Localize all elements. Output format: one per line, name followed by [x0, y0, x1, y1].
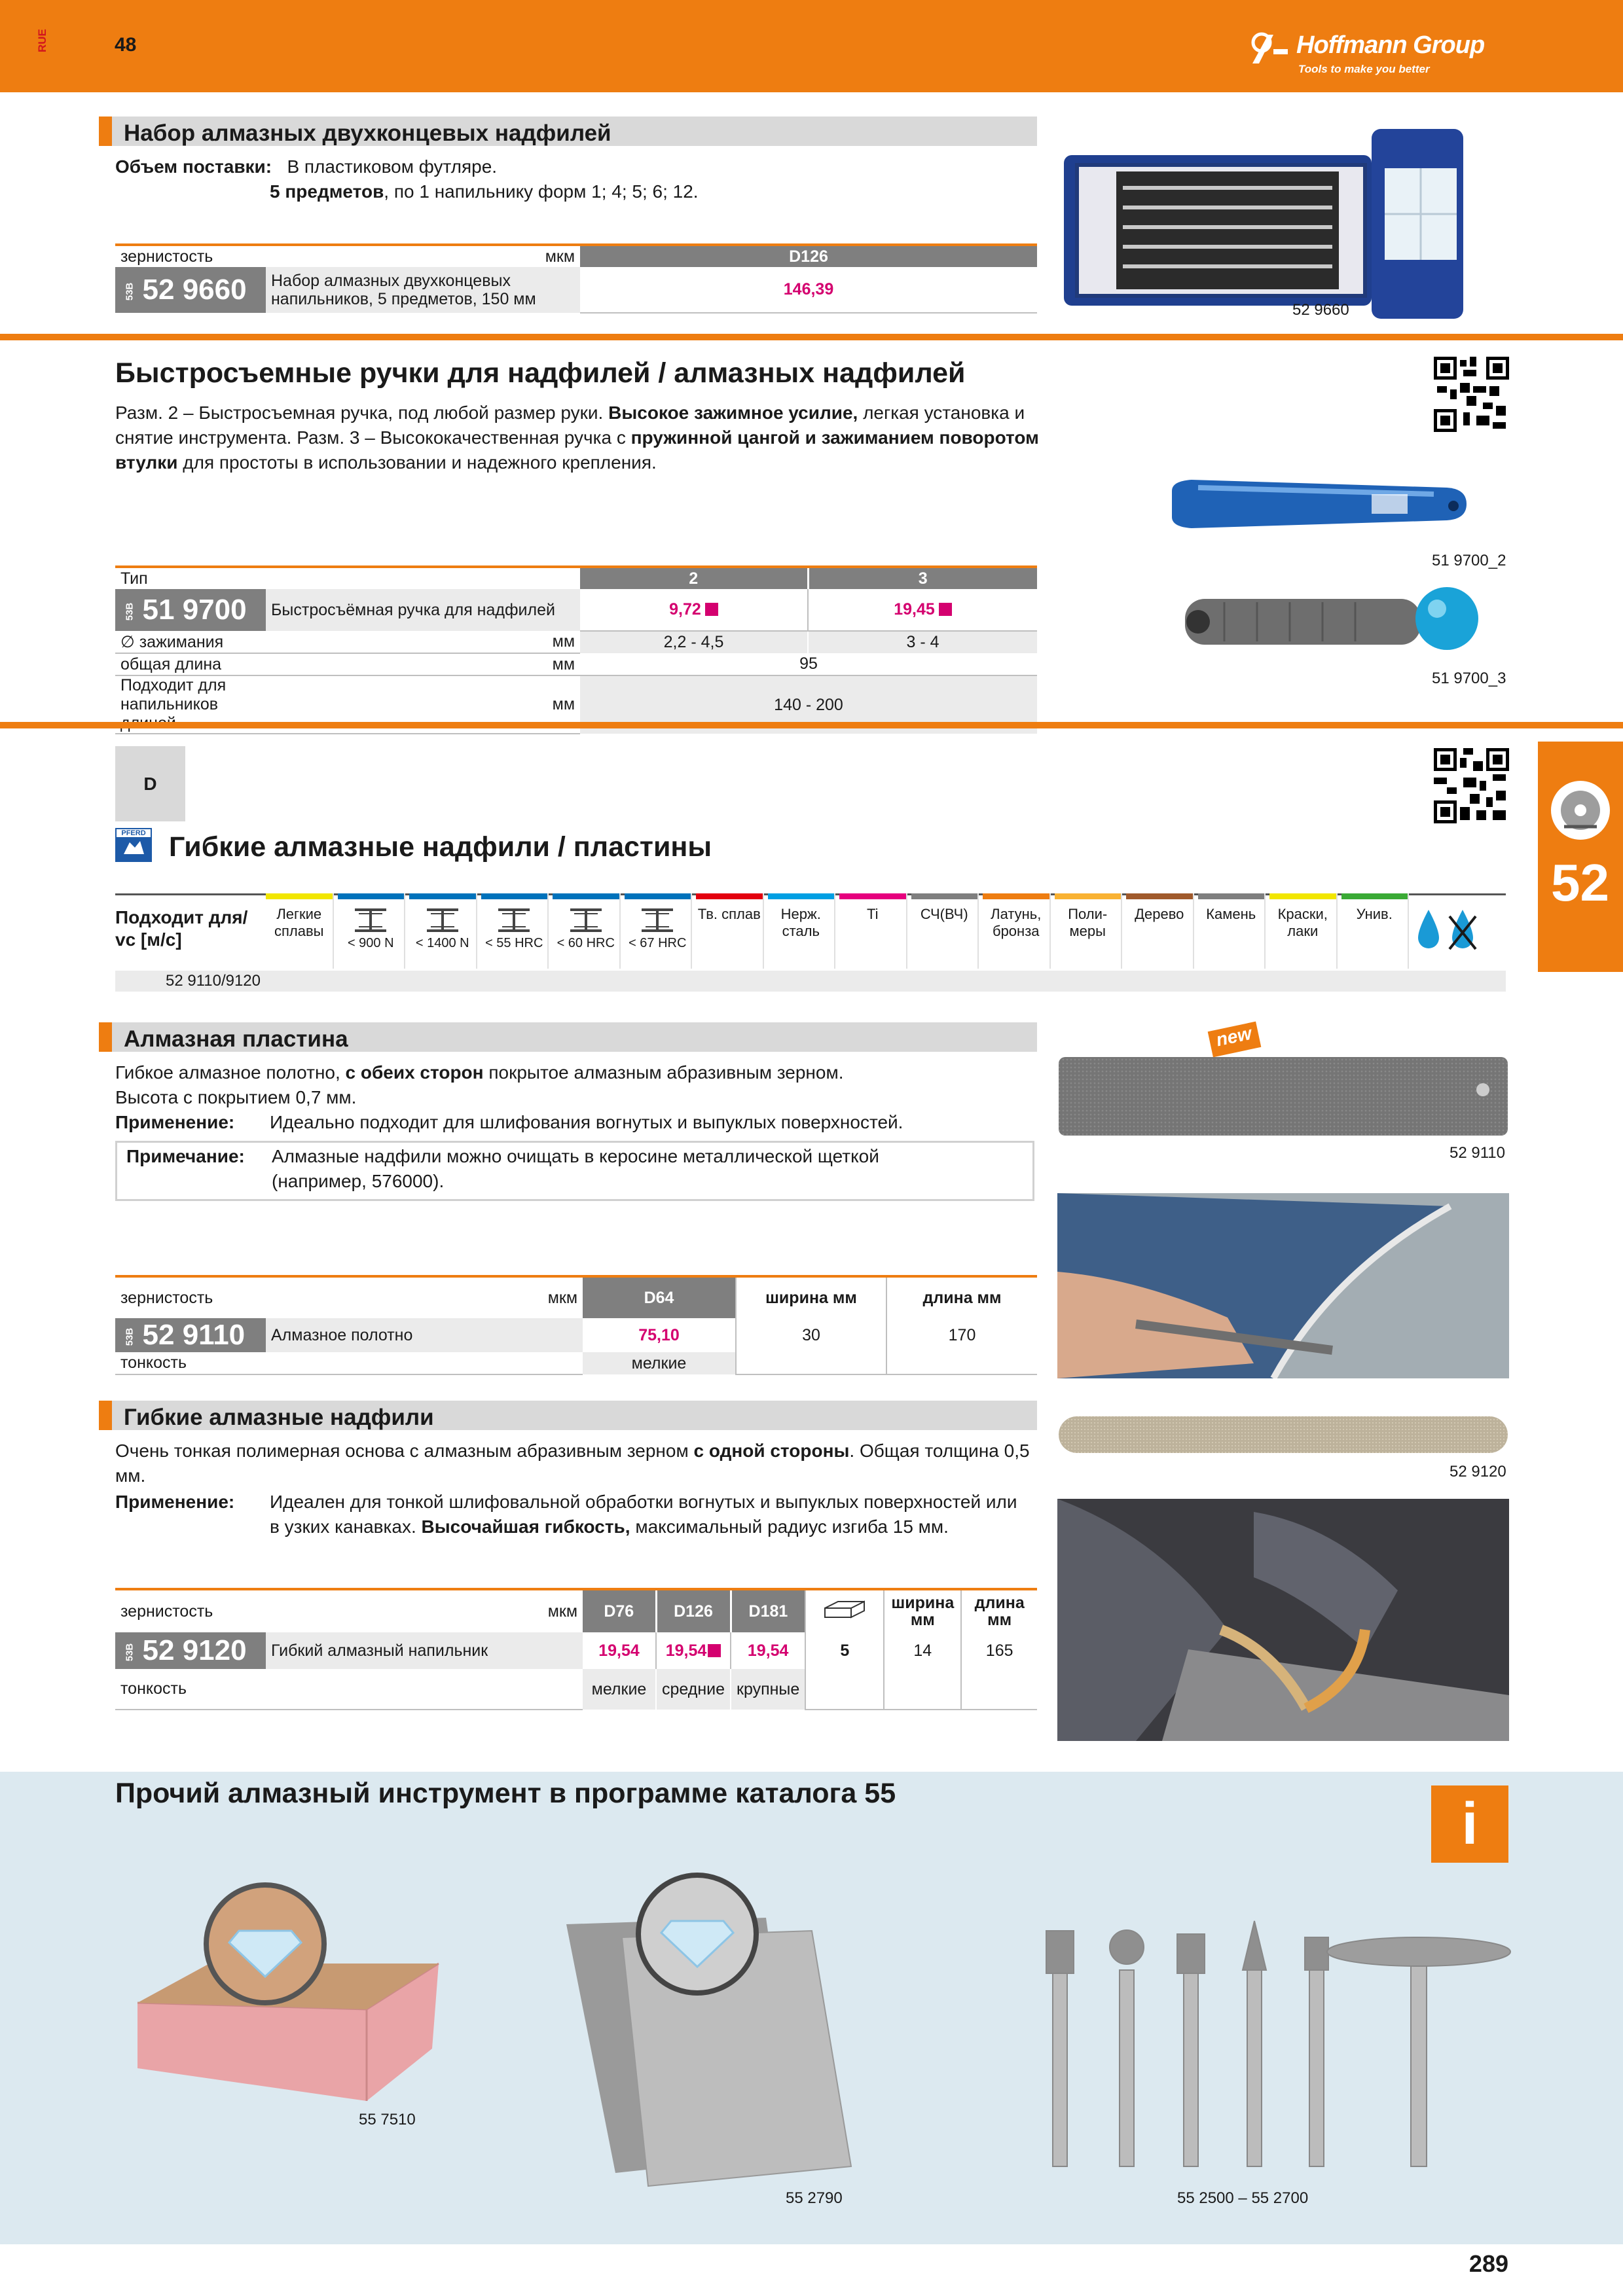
- fineness-label: тонкость: [115, 1669, 266, 1710]
- grit-value: D64: [583, 1276, 736, 1318]
- material-limit: < 67 HRC: [629, 936, 687, 950]
- article-number[interactable]: 53B 52 9660: [115, 267, 266, 313]
- suitability-label: Подходит для/ vc [м/с]: [115, 907, 248, 950]
- diamond-burs-image: [1034, 1911, 1519, 2173]
- section-divider: [0, 722, 1623, 728]
- spec-label: общая длина: [115, 653, 266, 675]
- product-table-529120: [115, 1588, 1037, 1710]
- section-title: Быстросъемные ручки для надфилей / алмазных надфилей: [115, 357, 966, 389]
- material-column: [911, 893, 979, 969]
- length-value: 165: [961, 1632, 1037, 1669]
- article-number[interactable]: 53B 52 9120: [115, 1632, 266, 1669]
- material-name: СЧ(ВЧ): [920, 906, 968, 922]
- grit-unit: мкм: [547, 1288, 577, 1307]
- spec-unit: мм: [266, 653, 580, 675]
- page-number-footer: 289: [1468, 2250, 1508, 2277]
- material-color-bar: [839, 893, 906, 899]
- material-column: [481, 893, 549, 969]
- material-limit: < 900 N: [347, 936, 394, 950]
- product-table-529110: [115, 1275, 1037, 1375]
- material-name: Ti: [866, 906, 879, 922]
- material-column: [625, 893, 693, 969]
- price: 75,10: [638, 1325, 680, 1344]
- material-suitability-table: [115, 893, 1506, 992]
- material-column: [839, 893, 907, 969]
- material-name: Нерж. сталь: [780, 906, 821, 939]
- material-color-bar: [266, 893, 333, 899]
- length-header: длина мм: [961, 1589, 1037, 1632]
- width-header: ширина мм: [736, 1276, 886, 1318]
- grit-value: D76: [583, 1589, 656, 1632]
- steel-beam-icon: [566, 906, 606, 935]
- spec-label: ∅ зажимания: [115, 631, 266, 653]
- image-caption: 52 9110: [1450, 1144, 1505, 1162]
- material-name: Унив.: [1356, 906, 1393, 922]
- material-column: [553, 893, 621, 969]
- material-column: [1055, 893, 1123, 969]
- package-icon: [805, 1589, 884, 1632]
- material-color-bar: [625, 893, 691, 899]
- grit-value: D181: [731, 1589, 805, 1632]
- fineness-label: тонкость: [115, 1352, 266, 1374]
- material-name: Камень: [1206, 906, 1256, 922]
- section-description: Разм. 2 – Быстросъемная ручка, под любой размер руки. Высокое зажимное усилие, легкая установка и снятие инструмента. Разм. 3 – Высококачественная ручка с пружинной цангой и зажиманием поворотом втулки для простоты в использовании и надежного крепления.: [115, 403, 1039, 473]
- material-color-bar: [696, 893, 763, 899]
- width-value: 14: [884, 1632, 961, 1669]
- page-number: 48: [115, 34, 137, 56]
- price: 19,54: [656, 1632, 731, 1669]
- material-name: Краски, лаки: [1277, 906, 1328, 939]
- application-photo-plate: [1057, 1193, 1509, 1378]
- material-color-bar: [1341, 893, 1408, 899]
- width-value: 30: [736, 1318, 886, 1352]
- qr-code-icon[interactable]: [1434, 748, 1509, 823]
- price-type-2: 9,72: [580, 589, 808, 631]
- chapter-tab[interactable]: [1538, 742, 1623, 972]
- material-column: [338, 893, 406, 969]
- material-limit: < 1400 N: [415, 936, 469, 950]
- type-2: 2: [580, 567, 808, 589]
- grit-unit: мкм: [266, 245, 580, 267]
- grit-value: D126: [580, 245, 1037, 267]
- region-code: RUE: [36, 29, 48, 52]
- steel-beam-icon: [423, 906, 462, 935]
- steel-beam-icon: [351, 906, 390, 935]
- handle-image-2: [1159, 468, 1480, 540]
- spec-value: 95: [580, 653, 1037, 675]
- handle-image-3: [1172, 583, 1499, 661]
- material-color-bar: [983, 893, 1049, 899]
- steel-beam-icon: [638, 906, 677, 935]
- fineness-value: крупные: [731, 1669, 805, 1710]
- page-header: [0, 0, 1623, 92]
- material-name: Латунь, бронза: [991, 906, 1042, 939]
- diamond-plate-image: [1057, 1054, 1509, 1139]
- spec-label: Подходит для напильников: [115, 675, 266, 734]
- section-title: Гибкие алмазные надфили / пластины: [169, 831, 712, 863]
- image-caption: 55 2790: [786, 2189, 843, 2207]
- brand-tagline: Tools to make you better: [1298, 63, 1430, 75]
- section-description: Очень тонкая полимерная основа с алмазным абразивным зерном с одной стороны. Общая толщина 0,5 мм.: [115, 1441, 1030, 1486]
- note-box: Примечание: Алмазные надфили можно очищать в керосине металлической щеткой (например, 576000).: [115, 1141, 1034, 1201]
- material-color-bar: [553, 893, 619, 899]
- fineness-value: мелкие: [583, 1669, 656, 1710]
- delivery-rest: , по 1 напильнику форм 1; 4; 5; 6; 12.: [384, 181, 699, 202]
- brand-logo: [1247, 26, 1509, 82]
- material-color-bar: [1126, 893, 1193, 899]
- material-column: [266, 893, 334, 969]
- spec-value: 3 - 4: [808, 631, 1037, 653]
- product-description: Алмазное полотно: [266, 1318, 583, 1352]
- diamond-sponge-image: [131, 1878, 445, 2101]
- application-photo-file: [1057, 1499, 1509, 1741]
- product-description: Набор алмазных двухконцевых напильников, 5 предметов, 150 мм: [266, 267, 580, 313]
- image-caption: 52 9660: [1292, 301, 1349, 319]
- grit-label: зернистость: [115, 245, 266, 267]
- chapter-number: 52: [1551, 853, 1609, 912]
- material-column: [1341, 893, 1410, 969]
- material-column: [1269, 893, 1338, 969]
- material-color-bar: [1198, 893, 1265, 899]
- material-color-bar: [768, 893, 835, 899]
- type-3: 3: [808, 567, 1037, 589]
- spec-unit: мм: [266, 631, 580, 653]
- material-column: [983, 893, 1051, 969]
- material-color-bar: [1055, 893, 1122, 899]
- new-badge: new: [1208, 1022, 1262, 1058]
- material-color-bar: [911, 893, 978, 899]
- qr-code-icon[interactable]: [1434, 357, 1509, 432]
- material-color-bar: [338, 893, 405, 899]
- material-name: Легкие сплавы: [274, 906, 324, 939]
- image-caption: 55 2500 – 55 2700: [1177, 2189, 1309, 2207]
- material-column: [409, 893, 477, 969]
- material-name: Тв. сплав: [697, 906, 761, 922]
- grit-unit: мкм: [547, 1602, 577, 1621]
- steel-beam-icon: [494, 906, 534, 935]
- price: 19,54: [731, 1632, 805, 1669]
- product-image-file-set: [1057, 129, 1476, 319]
- material-column: [1198, 893, 1266, 969]
- article-number[interactable]: 53B 52 9110: [115, 1318, 266, 1352]
- material-color-bar: [409, 893, 476, 899]
- diamond-cloth-image: [563, 1865, 864, 2193]
- product-description: Гибкий алмазный напильник: [266, 1632, 583, 1669]
- brand-name: Hoffmann Group: [1296, 31, 1485, 59]
- pack-quantity: 5: [805, 1632, 884, 1669]
- application-block: Применение: Идеален для тонкой шлифовальной обработки вогнутых и выпуклых поверхностей или в узких канавках. Высочайшая гибкость, максимальный радиус изгиба 15 мм.: [115, 1492, 1017, 1537]
- dry-no-coolant-icon: [1447, 906, 1478, 952]
- delivery-block: [115, 154, 1032, 204]
- grit-value: D126: [656, 1589, 731, 1632]
- section-title: Набор алмазных двухконцевых надфилей: [99, 117, 1037, 146]
- grit-label: зернистость: [120, 1288, 213, 1307]
- grit-label: зернистость: [120, 1602, 213, 1621]
- material-color-bar: [1269, 893, 1336, 899]
- info-icon[interactable]: i: [1431, 1785, 1508, 1863]
- spec-value: 140 - 200: [580, 675, 1037, 734]
- section-title: Гибкие алмазные надфили: [99, 1401, 1037, 1430]
- image-caption: 55 7510: [359, 2111, 416, 2128]
- material-column: [768, 893, 836, 969]
- material-name: Поли-меры: [1068, 906, 1108, 939]
- wet-coolant-icon: [1413, 906, 1444, 952]
- spec-value: 2,2 - 4,5: [580, 631, 808, 653]
- spec-unit: мм: [266, 675, 580, 734]
- width-header: ширина мм: [884, 1589, 961, 1632]
- image-caption: 52 9120: [1450, 1463, 1506, 1480]
- brand-box: D: [115, 746, 185, 821]
- section-divider: [0, 334, 1623, 340]
- material-column: [696, 893, 764, 969]
- price: 19,54: [598, 1641, 640, 1660]
- length-header: длина мм: [886, 1276, 1037, 1318]
- flexible-file-image: [1057, 1415, 1509, 1454]
- material-column: [1126, 893, 1194, 969]
- material-limit: < 55 HRC: [485, 936, 543, 950]
- hoffmann-logo-icon: [1247, 29, 1293, 65]
- image-caption: 51 9700_2: [1432, 552, 1506, 569]
- section-description: Гибкое алмазное полотно, с обеих сторон покрытое алмазным абразивным зерном. Высота с покрытием 0,7 мм. Применение: Идеально подходит для шлифования вогнутых и выпуклых поверхностей.: [115, 1062, 903, 1132]
- cutting-disc-icon: [1551, 781, 1610, 840]
- article-number[interactable]: 53B 51 9700: [115, 589, 266, 631]
- type-label: Тип: [115, 567, 266, 589]
- price: 146,39: [580, 267, 1037, 313]
- row-label: 52 9110/9120: [165, 972, 261, 990]
- delivery-bold: 5 предметов: [270, 181, 384, 202]
- material-color-bar: [481, 893, 548, 899]
- pferd-logo: PFERD: [115, 828, 152, 862]
- material-name: Дерево: [1135, 906, 1184, 922]
- fineness-value: мелкие: [583, 1352, 736, 1374]
- price-type-3: 19,45: [808, 589, 1037, 631]
- product-description: Быстросъёмная ручка для надфилей: [266, 589, 580, 631]
- delivery-label: Объем поставки:: [115, 156, 272, 177]
- product-table-529660: [115, 243, 1037, 314]
- section-title: Прочий алмазный инструмент в программе каталога 55: [115, 1778, 896, 1809]
- length-value: 170: [886, 1318, 1037, 1352]
- image-caption: 51 9700_3: [1432, 670, 1506, 687]
- product-table-519700: [115, 565, 1037, 734]
- material-limit: < 60 HRC: [556, 936, 615, 950]
- fineness-value: средние: [656, 1669, 731, 1710]
- delivery-text: В пластиковом футляре.: [287, 156, 498, 177]
- section-title: Алмазная пластина: [99, 1022, 1037, 1052]
